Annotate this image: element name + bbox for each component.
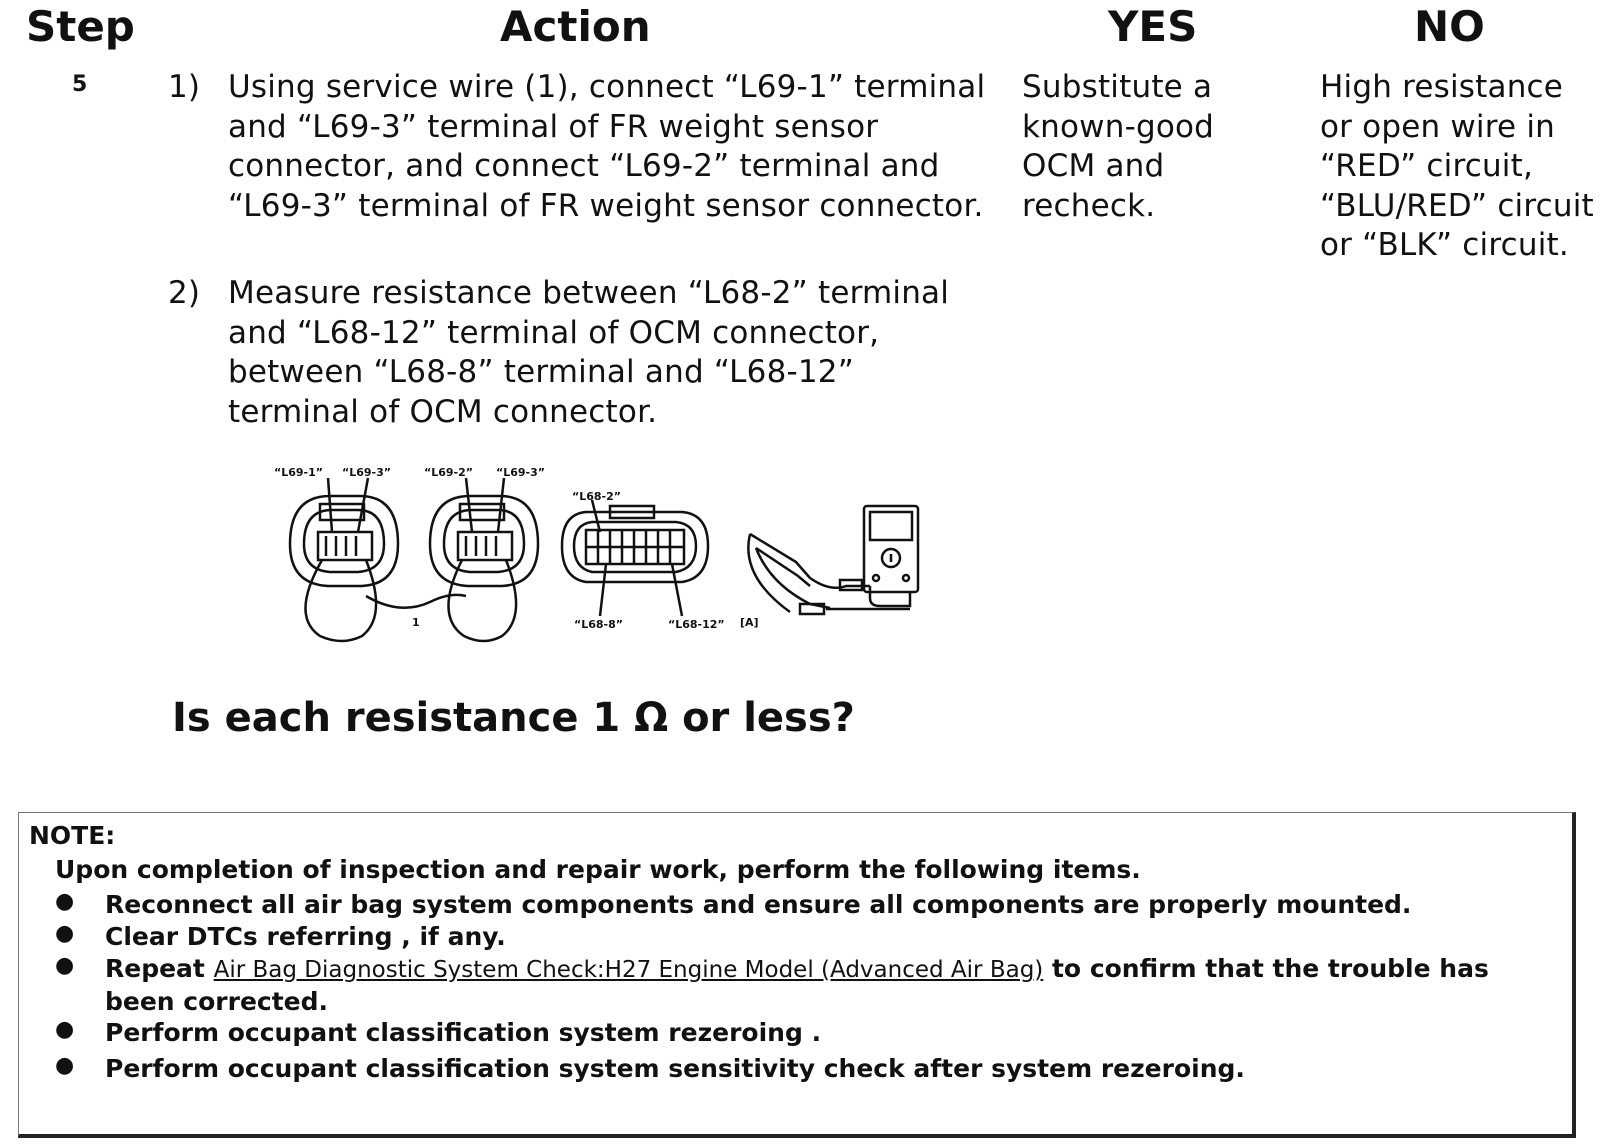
label-l68-2: “L68-2” [572, 490, 621, 503]
note-intro: Upon completion of inspection and repair work, perform the following items. [55, 855, 1141, 884]
note-bullet-text: Perform occupant classification system rezeroing [105, 1018, 803, 1047]
note-bullet-text: Perform occupant classification system sensitivity check after system rezeroing. [105, 1054, 1245, 1083]
bullet-dot: ● [55, 953, 75, 978]
note-box [18, 812, 1576, 1138]
bullet-dot: ● [55, 921, 75, 946]
step-number: 5 [72, 72, 88, 97]
label-l69-3: “L69-3” [496, 466, 545, 479]
action-item-2 [168, 274, 988, 432]
note-bullet [55, 1017, 1555, 1049]
yes-result-text: Substitute a known-good OCM and recheck. [1022, 69, 1215, 224]
note-bullet [55, 889, 1555, 921]
header-action: Action [500, 2, 651, 51]
bullet-dot: ● [55, 1053, 75, 1078]
connector-diagram [270, 466, 950, 656]
note-bullet [55, 1053, 1555, 1085]
label-l69-1: “L69-1” [274, 466, 323, 479]
diagnostic-check-link[interactable]: Air Bag Diagnostic System Check:H27 Engine Model (Advanced Air Bag) [213, 957, 1044, 983]
service-wire [366, 595, 466, 608]
bullet-dot: ● [55, 1017, 75, 1042]
note-bullet-text: Clear DTCs referring [105, 922, 393, 951]
label-a: [A] [740, 616, 759, 629]
action-item-number: 1) [168, 69, 201, 105]
note-bullet-text: Repeat [105, 954, 205, 983]
label-l69-3: “L69-3” [342, 466, 391, 479]
action-item-1 [168, 68, 988, 226]
label-service-wire: 1 [412, 616, 420, 629]
ohmmeter [748, 506, 918, 614]
header-no: NO [1414, 2, 1485, 51]
label-l69-2: “L69-2” [424, 466, 473, 479]
fr-weight-sensor-connector-1 [290, 478, 398, 641]
header-step: Step [26, 2, 135, 51]
action-item-text: Using service wire (1), connect “L69-1” terminal and “L69-3” terminal of FR weight sensor connector, and connect “L69-2” terminal and “L69-3” terminal of FR weight sensor connector. [228, 69, 986, 224]
note-bullet-tail: , if any. [401, 922, 506, 951]
no-result-text: High resistance or open wire in “RED” circuit, “BLU/RED” circuit or “BLK” circuit. [1320, 69, 1594, 263]
header-yes: YES [1108, 2, 1198, 51]
inspection-question: Is each resistance 1 Ω or less? [172, 695, 855, 741]
note-bullet-text: to confirm that the trouble has been corrected. [105, 954, 1489, 1016]
fr-weight-sensor-connector-2 [430, 478, 538, 641]
bullet-dot: ● [55, 889, 75, 914]
note-label: NOTE: [29, 821, 116, 850]
label-l68-8: “L68-8” [574, 618, 623, 631]
action-item-text: Measure resistance between “L68-2” terminal and “L68-12” terminal of OCM connector, between “L68-8” terminal and “L68-12” terminal of OCM connector. [228, 275, 950, 430]
note-bullet [55, 953, 1555, 1018]
note-bullet-tail: . [811, 1018, 822, 1047]
label-l68-12: “L68-12” [668, 618, 725, 631]
action-item-number: 2) [168, 275, 201, 311]
note-bullet [55, 921, 1555, 953]
note-bullet-text: Reconnect all air bag system components and ensure all components are properly mounted. [105, 890, 1412, 919]
ocm-connector [562, 500, 708, 616]
